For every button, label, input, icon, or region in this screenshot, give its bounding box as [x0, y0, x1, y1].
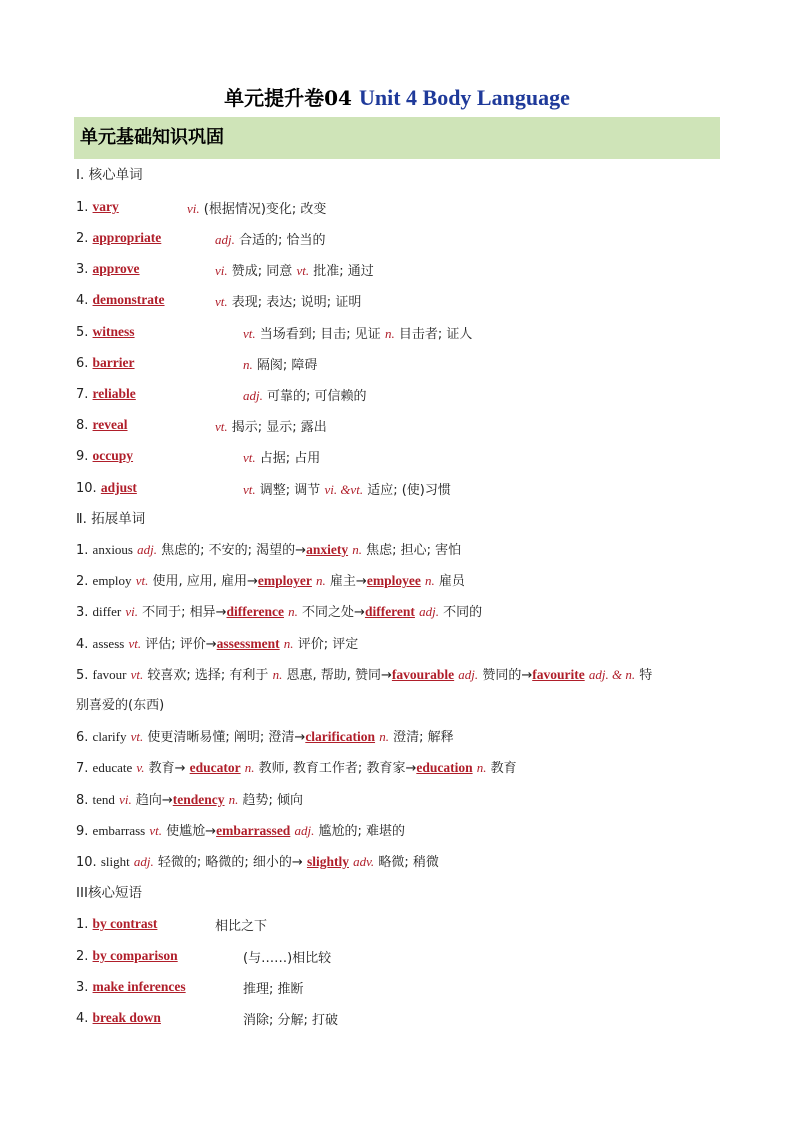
- list-item: 8. tend vi. 趋向→tendency n. 趋势; 倾向: [76, 792, 304, 808]
- word-definition: vt. 表现; 表达; 说明; 证明: [215, 294, 362, 310]
- answer-word: approve: [92, 261, 140, 276]
- list-item: 4. assess vt. 评估; 评价→assessment n. 评价; 评定: [76, 636, 359, 652]
- answer-word: embarrassed: [216, 823, 291, 838]
- list-item: 3. approve: [76, 261, 140, 277]
- section-header: 单元基础知识巩固: [74, 117, 720, 159]
- word-definition: vt. 当场看到; 目击; 见证 n. 目击者; 证人: [243, 326, 473, 342]
- answer-word: employer: [257, 573, 312, 588]
- answer-word: different: [364, 604, 415, 619]
- list-item: 7. reliable: [76, 386, 136, 402]
- phrase-definition: 推理; 推断: [243, 982, 304, 997]
- answer-word: appropriate: [92, 230, 162, 245]
- answer-word: barrier: [92, 355, 135, 370]
- list-item: 2. by comparison: [76, 948, 178, 964]
- page-title: [0, 82, 794, 111]
- answer-word: reveal: [92, 417, 128, 432]
- list-item: 2. appropriate: [76, 230, 162, 246]
- answer-word: vary: [92, 199, 119, 214]
- answer-word: difference: [226, 604, 284, 619]
- answer-word: slightly: [306, 854, 349, 869]
- part1-heading: Ⅰ. 核心单词: [76, 167, 143, 183]
- list-item: 3. make inferences: [76, 979, 186, 995]
- list-item: 6. barrier: [76, 355, 135, 371]
- list-item: 5. witness: [76, 324, 135, 340]
- word-definition: adj. 合适的; 恰当的: [215, 232, 326, 248]
- title-cn: 单元提升卷04: [224, 86, 352, 110]
- answer-word: favourite: [532, 667, 585, 682]
- word-definition: vt. 占据; 占用: [243, 450, 321, 466]
- list-item-continuation: 别喜爱的(东西): [76, 698, 165, 713]
- title-en: Unit 4 Body Language: [358, 85, 570, 110]
- answer-word: adjust: [100, 480, 137, 495]
- word-definition: vi. (根据情况)变化; 改变: [187, 201, 327, 217]
- list-item: 10. adjust: [76, 480, 137, 496]
- answer-word: clarification: [305, 729, 376, 744]
- list-item: 4. break down: [76, 1010, 161, 1026]
- word-definition: adj. 可靠的; 可信赖的: [243, 388, 367, 404]
- answer-word: assessment: [216, 636, 280, 651]
- answer-word: education: [416, 760, 473, 775]
- list-item: 6. clarify vt. 使更清晰易懂; 阐明; 澄清→clarification n. 澄清; 解释: [76, 729, 454, 745]
- list-item: 7. educate v. 教育→ educator n. 教师, 教育工作者; 教育家→education n. 教育: [76, 760, 517, 776]
- answer-word: educator: [189, 760, 241, 775]
- part2-heading: Ⅱ. 拓展单词: [76, 511, 146, 527]
- list-item: 1. anxious adj. 焦虑的; 不安的; 渴望的→anxiety n. 焦虑; 担心; 害怕: [76, 542, 462, 558]
- phrase-definition: 消除; 分解; 打破: [243, 1013, 339, 1028]
- list-item: 1. by contrast: [76, 916, 158, 932]
- answer-word: demonstrate: [92, 292, 165, 307]
- answer-word: tendency: [172, 792, 225, 807]
- answer-phrase: by contrast: [92, 916, 158, 931]
- word-definition: vi. 赞成; 同意 vt. 批准; 通过: [215, 263, 374, 279]
- word-definition: n. 隔阂; 障碍: [243, 357, 318, 373]
- answer-phrase: make inferences: [92, 979, 186, 994]
- list-item: 8. reveal: [76, 417, 128, 433]
- answer-word: anxiety: [306, 542, 349, 557]
- list-item: 5. favour vt. 较喜欢; 选择; 有利于 n. 恩惠, 帮助, 赞同→favourable adj. 赞同的→favourite adj. & n. 特: [76, 667, 653, 683]
- list-item: 2. employ vt. 使用, 应用, 雇用→employer n. 雇主→employee n. 雇员: [76, 573, 465, 589]
- list-item: 9. occupy: [76, 448, 134, 464]
- list-item: 4. demonstrate: [76, 292, 165, 308]
- list-item: 9. embarrass vt. 使尴尬→embarrassed adj. 尴尬的; 难堪的: [76, 823, 405, 839]
- phrase-definition: 相比之下: [215, 919, 268, 934]
- word-definition: vt. 调整; 调节 vi. &vt. 适应; (使)习惯: [243, 482, 451, 498]
- list-item: 1. vary: [76, 199, 119, 215]
- answer-word: favourable: [391, 667, 455, 682]
- word-definition: vt. 揭示; 显示; 露出: [215, 419, 327, 435]
- list-item: 3. differ vi. 不同于; 相异→difference n. 不同之处→different adj. 不同的: [76, 604, 483, 620]
- phrase-definition: (与……)相比较: [243, 951, 332, 966]
- answer-word: employee: [366, 573, 421, 588]
- part3-heading: III核心短语: [76, 885, 142, 901]
- answer-word: reliable: [92, 386, 136, 401]
- answer-phrase: break down: [92, 1010, 161, 1025]
- answer-phrase: by comparison: [92, 948, 178, 963]
- answer-word: occupy: [92, 448, 134, 463]
- list-item: 10. slight adj. 轻微的; 略微的; 细小的→ slightly adv. 略微; 稍微: [76, 854, 439, 870]
- answer-word: witness: [92, 324, 135, 339]
